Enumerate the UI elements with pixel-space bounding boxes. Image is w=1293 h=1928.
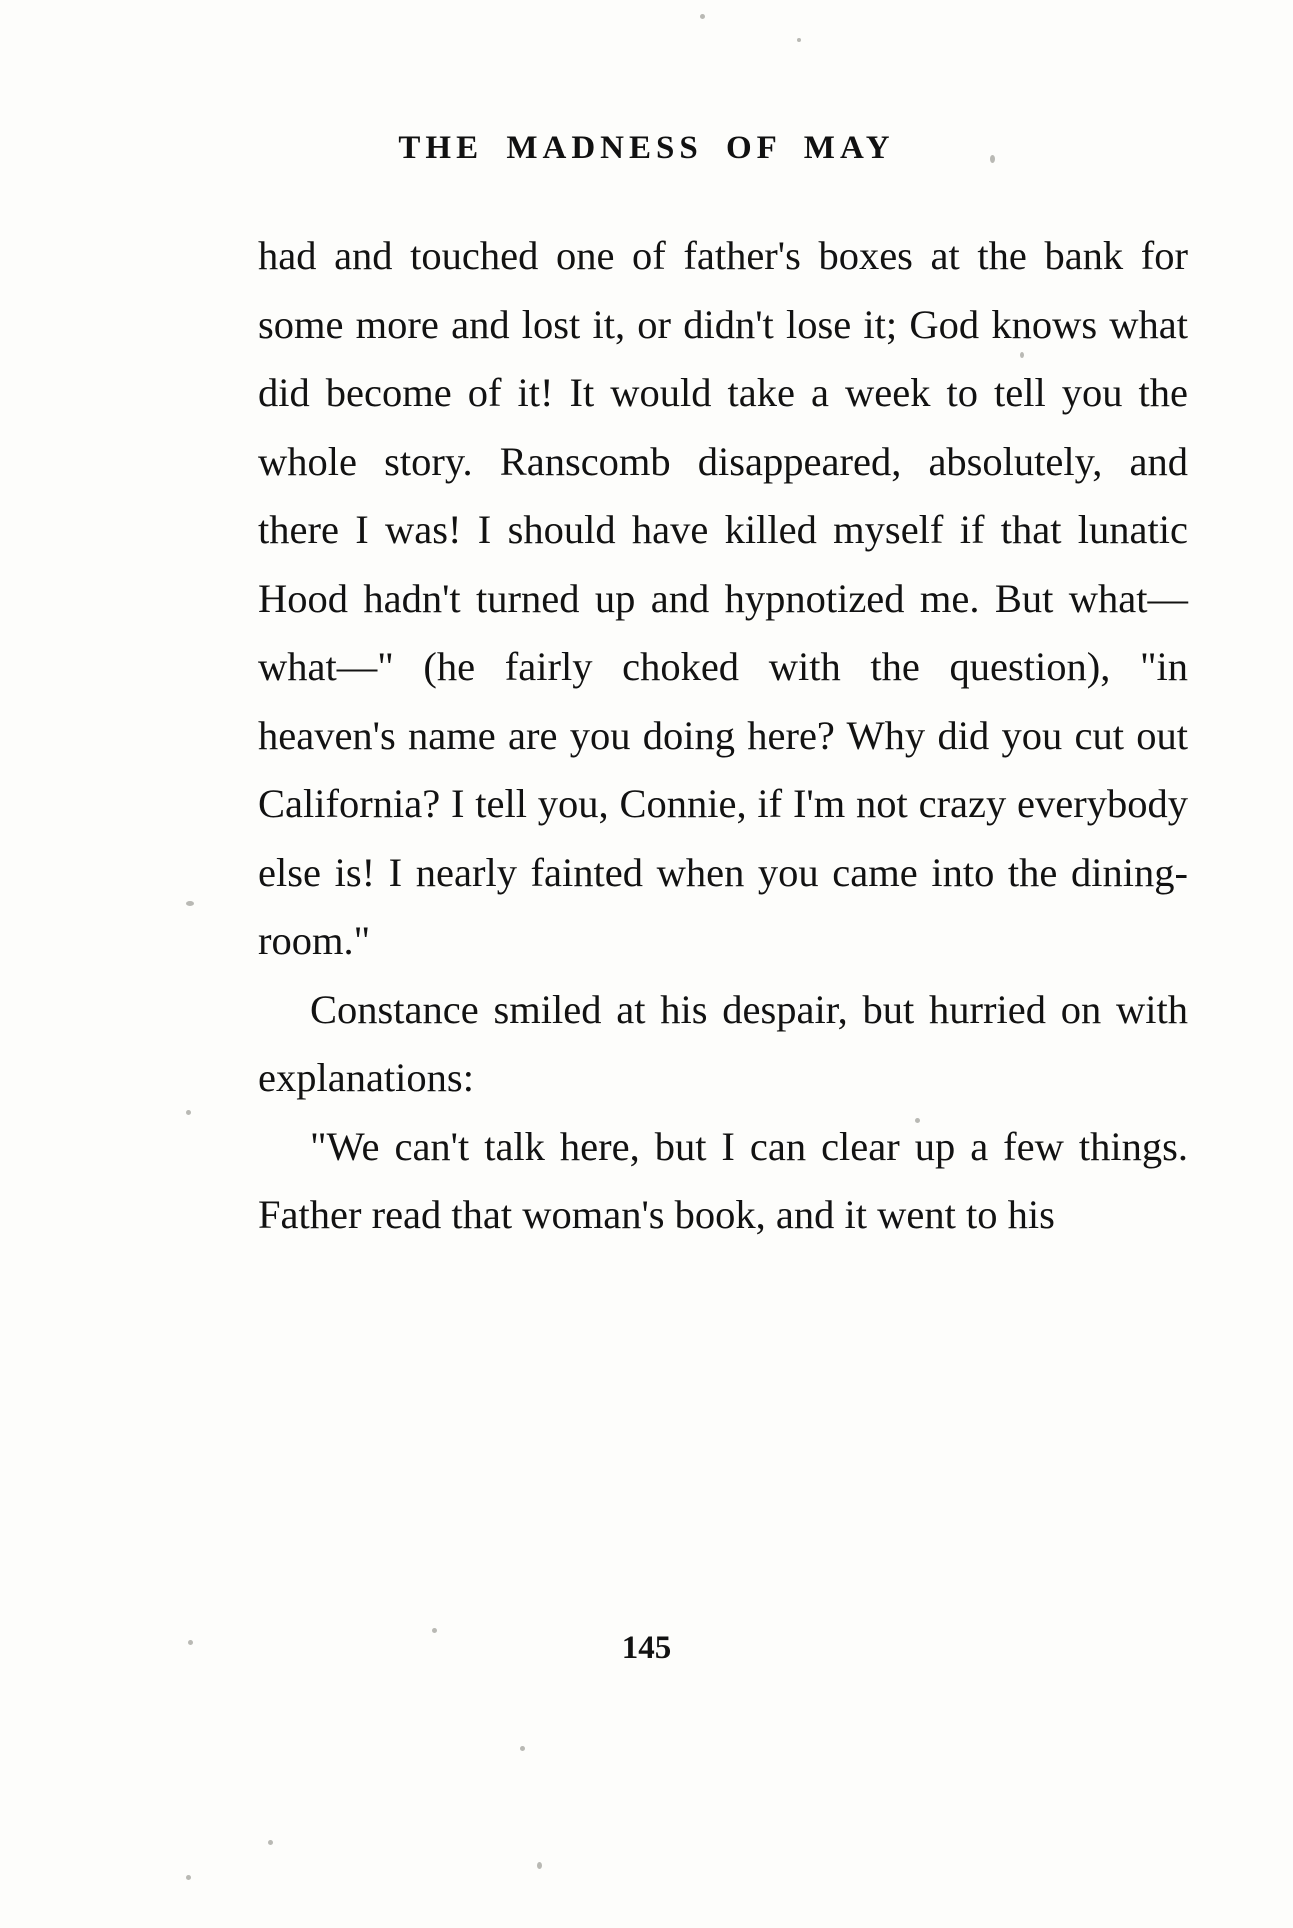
paper-speck — [186, 1875, 191, 1880]
paragraph: Constance smiled at his despair, but hurried on with explanations: — [258, 986, 1188, 1100]
paper-speck — [186, 901, 194, 906]
paper-speck — [186, 1110, 191, 1115]
paper-speck — [268, 1840, 273, 1845]
running-head: THE MADNESS OF MAY — [398, 130, 895, 166]
paper-speck — [700, 14, 705, 19]
page-number: 145 — [621, 1630, 672, 1666]
paper-speck — [797, 38, 801, 42]
page-body — [258, 222, 1188, 1250]
paper-speck — [537, 1862, 542, 1869]
paragraph: had and touched one of father's boxes at the bank for some more and lost it, or didn't lose it; God knows what did become of it! It would take a week to tell you the whole story. Ranscomb disappeared, absolutely, and there I was! I should have killed myself if that lunatic Hood hadn't turned up and hypnotized me. But what—what—" (he fairly choked with the question), "in heaven's name are you doing here? Why did you cut out California? I tell you, Connie, if I'm not crazy everybody else is! I nearly fainted when you came into the dining-room." — [258, 233, 1188, 963]
paper-speck — [520, 1746, 525, 1751]
paragraph: "We can't talk here, but I can clear up a few things. Father read that woman's book, and it went to his — [258, 1123, 1188, 1237]
